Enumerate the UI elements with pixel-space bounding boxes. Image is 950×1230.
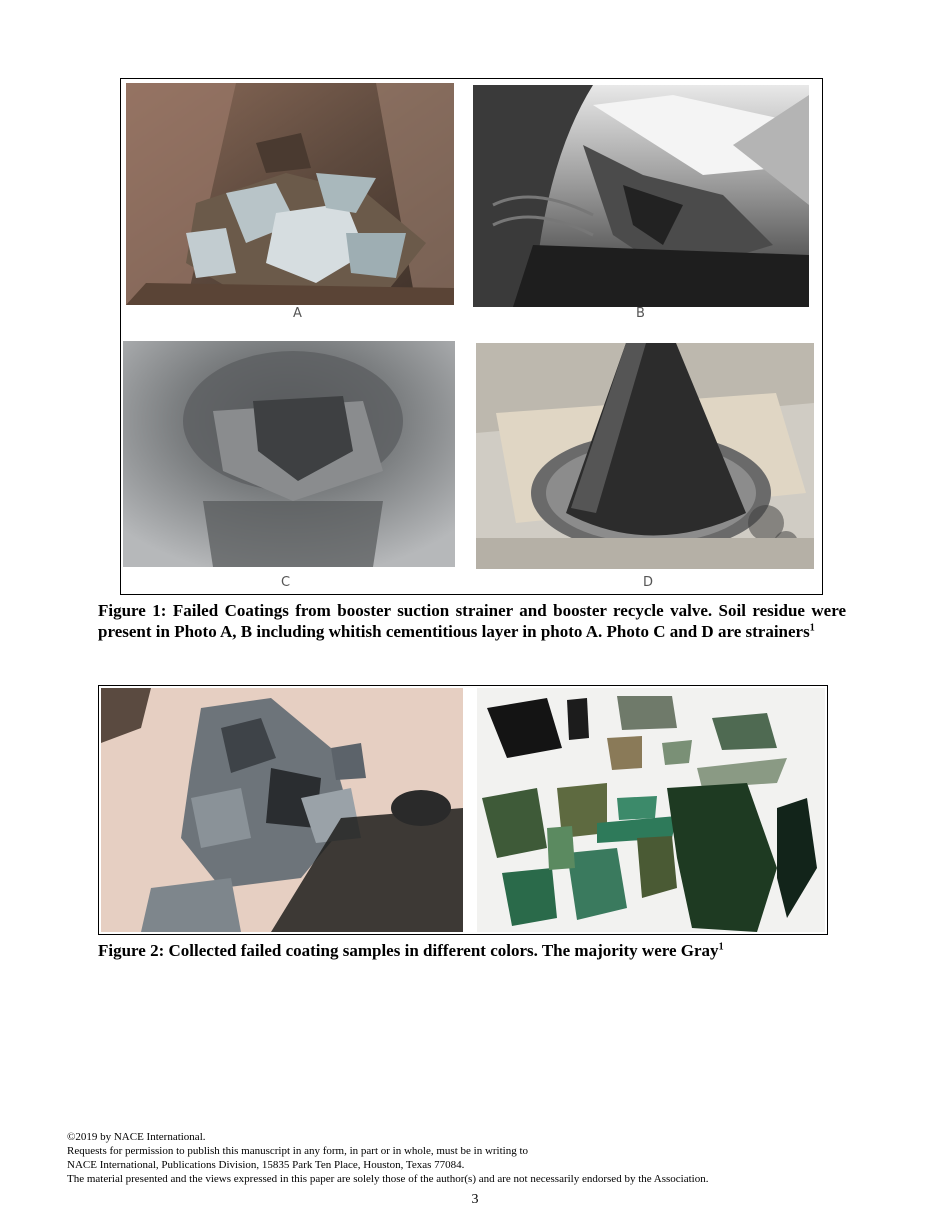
- photo-label-a: A: [293, 306, 303, 321]
- photo-a: [126, 83, 454, 305]
- figure-2-caption: [98, 940, 846, 961]
- figure-1-caption-ref: 1: [809, 622, 815, 634]
- photo-d: [476, 343, 814, 569]
- figure-2-caption-text: Figure 2: Collected failed coating samples in different colors. The majority were Gray: [98, 941, 719, 960]
- photo-label-c: C: [281, 575, 292, 590]
- footer-permission: Requests for permission to publish this manuscript in any form, in part or in whole, must be in writing to: [67, 1145, 529, 1157]
- photo-label-b: B: [636, 306, 646, 321]
- photo-c: [123, 341, 455, 567]
- photo-gray-samples: [101, 688, 463, 932]
- figure-2: [98, 685, 828, 935]
- figure-1: [120, 78, 823, 595]
- photo-b: [473, 85, 809, 307]
- footer-copyright: ©2019 by NACE International.: [67, 1131, 206, 1143]
- photo-colored-samples: [477, 688, 825, 932]
- figure-1-caption-text: Figure 1: Failed Coatings from booster suction strainer and booster recycle valve. Soil residue were present in Photo A, B including whitish cementitious layer in photo A. Photo C and D are strainers: [98, 601, 846, 641]
- footer-address: NACE International, Publications Division, 15835 Park Ten Place, Houston, Texas 77084.: [67, 1159, 465, 1171]
- copyright-footer: [67, 1130, 708, 1186]
- page-number: 3: [471, 1192, 479, 1207]
- footer-disclaimer: The material presented and the views expressed in this paper are solely those of the author(s) and are not necessarily endorsed by the Association.: [67, 1173, 709, 1185]
- figure-2-caption-ref: 1: [718, 941, 724, 953]
- photo-label-d: D: [643, 575, 655, 590]
- figure-1-caption: [98, 600, 846, 642]
